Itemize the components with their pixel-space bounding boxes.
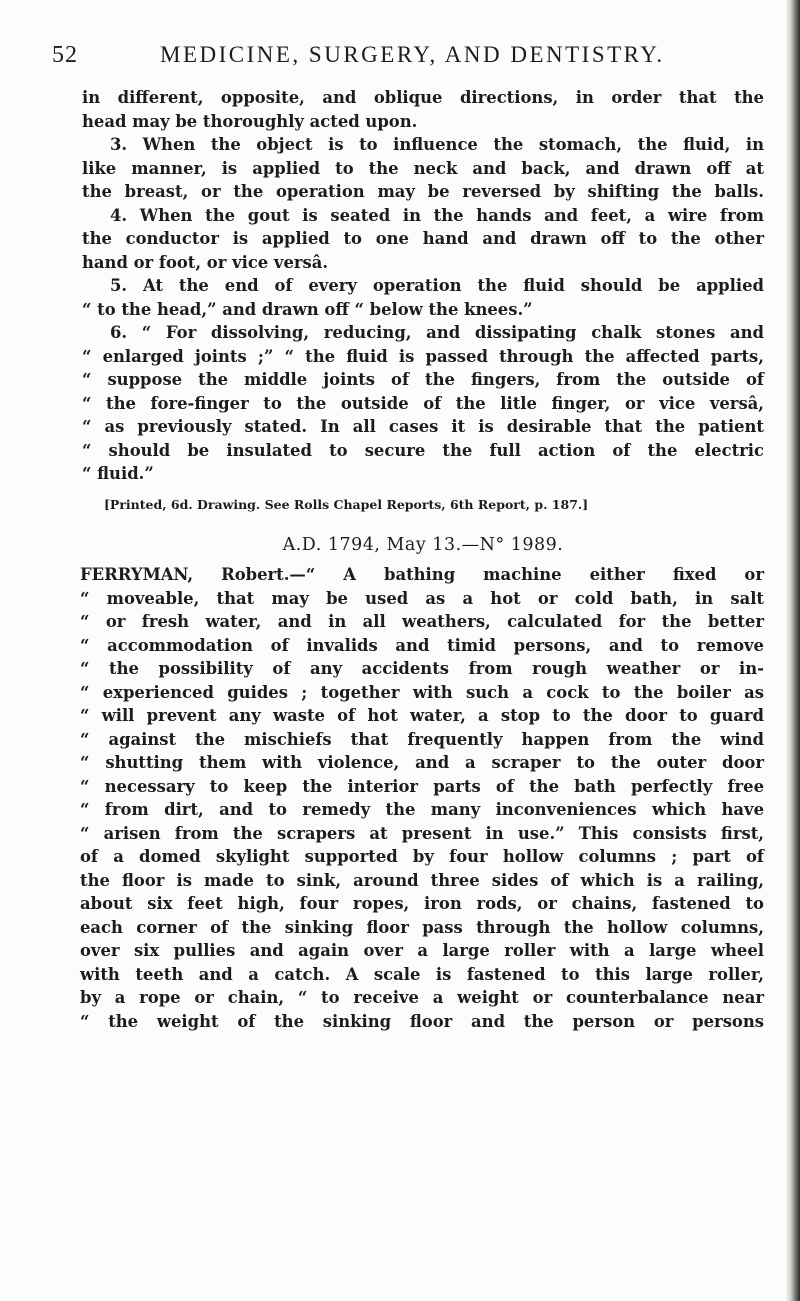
text-line: “ from dirt, and to remedy the many inconveniences which have <box>80 800 764 819</box>
text-line: over six pullies and again over a large roller with a large wheel <box>80 941 764 960</box>
page-header <box>52 42 752 82</box>
text-line: hand or foot, or vice versâ. <box>82 252 329 272</box>
text-line: 5. At the end of every operation the fluid should be applied <box>110 276 764 295</box>
text-line: “ suppose the middle joints of the fingers, from the outside of <box>82 370 764 389</box>
paragraph-4 <box>82 204 764 275</box>
text-line: FERRYMAN, Robert.—“ A bathing machine either fixed or <box>80 565 764 584</box>
text-line: by a rope or chain, “ to receive a weight or counterbalance near <box>80 988 764 1007</box>
text-line: 4. When the gout is seated in the hands and feet, a wire from <box>110 205 764 225</box>
text-line: each corner of the sinking floor pass through the hollow columns, <box>80 917 764 937</box>
paragraph-3 <box>82 133 764 204</box>
text-line: “ the possibility of any accidents from rough weather or in- <box>80 659 764 678</box>
body-text <box>82 86 764 1033</box>
entry-body <box>80 563 764 1033</box>
text-line: “ arisen from the scrapers at present in use.” This consists first, <box>80 823 764 843</box>
text-line: “ the weight of the sinking floor and the person or persons <box>80 1011 764 1031</box>
text-line: “ or fresh water, and in all weathers, calculated for the better <box>80 612 764 631</box>
text-line: “ to the head,” and drawn off “ below the knees.” <box>82 299 533 319</box>
text-line: in different, opposite, and oblique directions, in order that the <box>82 88 764 107</box>
text-line: “ enlarged joints ;” “ the fluid is passed through the affected parts, <box>82 346 764 366</box>
text-line: with teeth and a catch. A scale is fastened to this large roller, <box>80 964 764 984</box>
text-line: “ will prevent any waste of hot water, a stop to the door to guard <box>80 706 764 725</box>
text-line: 6. “ For dissolving, reducing, and dissipating chalk stones and <box>110 323 764 342</box>
printing-note: [Printed, 6d. Drawing. See Rolls Chapel Reports, 6th Report, p. 187.] <box>104 496 589 512</box>
text-line: “ fluid.” <box>82 464 154 483</box>
entry-heading: A.D. 1794, May 13.—N° 1989. <box>282 534 564 555</box>
page-binding-edge <box>786 0 800 1301</box>
paragraph-5 <box>82 274 764 321</box>
text-line: head may be thoroughly acted upon. <box>82 111 418 131</box>
text-line: “ as previously stated. In all cases it is desirable that the patient <box>82 417 764 436</box>
text-line: “ should be insulated to secure the full action of the electric <box>82 440 764 460</box>
page-number: 52 <box>52 42 78 68</box>
text-line: like manner, is applied to the neck and back, and drawn off at <box>82 158 764 178</box>
running-head: MEDICINE, SURGERY, AND DENTISTRY. <box>160 42 665 67</box>
text-line: “ experienced guides ; together with such a cock to the boiler as <box>80 682 764 702</box>
text-line: 3. When the object is to influence the stomach, the fluid, in <box>110 135 764 154</box>
paragraph-6 <box>82 321 764 486</box>
text-line: “ accommodation of invalids and timid persons, and to remove <box>80 635 764 655</box>
text-line: “ moveable, that may be used as a hot or cold bath, in salt <box>80 588 764 608</box>
text-line: “ against the mischiefs that frequently happen from the wind <box>80 729 764 749</box>
text-line: about six feet high, four ropes, iron rods, or chains, fastened to <box>80 894 764 913</box>
text-line: “ necessary to keep the interior parts of the bath perfectly free <box>80 776 764 796</box>
text-line: “ shutting them with violence, and a scraper to the outer door <box>80 753 764 772</box>
text-line: of a domed skylight supported by four hollow columns ; part of <box>80 847 764 866</box>
text-line: the floor is made to sink, around three sides of which is a railing, <box>80 870 764 890</box>
paragraph-intro <box>82 86 764 133</box>
text-line: the conductor is applied to one hand and drawn off to the other <box>82 229 764 248</box>
text-line: “ the fore-finger to the outside of the litle finger, or vice versâ, <box>82 393 764 413</box>
text-line: the breast, or the operation may be reversed by shifting the balls. <box>82 182 764 201</box>
